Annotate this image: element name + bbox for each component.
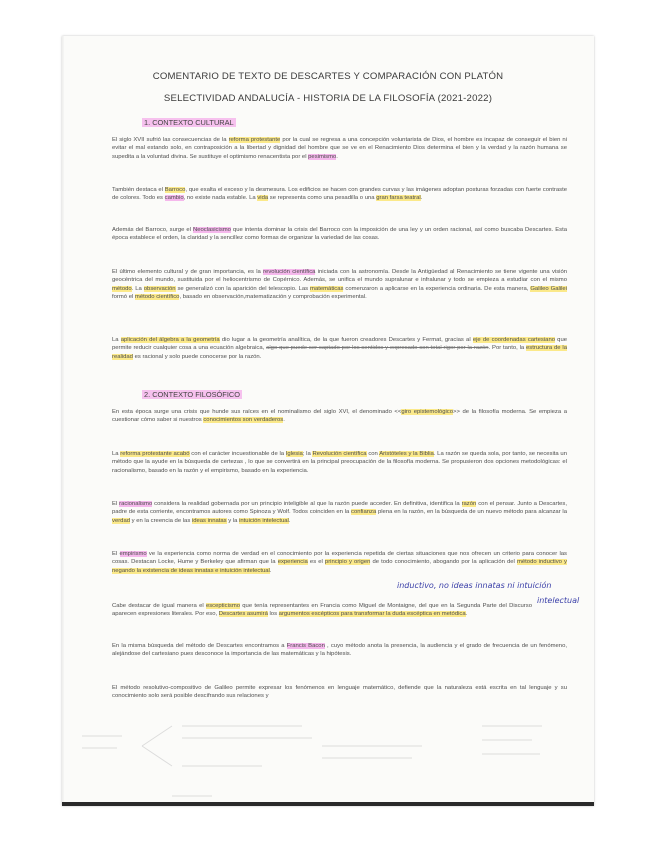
paragraph-geometria-analitica: La aplicación del álgebra a la geometría dio lugar a la geometría analítica, de la que fueron creadores Descartes y Fermat, gracias al eje de coordenadas cartesiano que permite reducir cualquier cosa a una ecuación algebraica, algo que puede ser captado por los sentidos y expresado con total rigor por la razón. Por tanto, la estructura de la realidad es racional y solo puede conocerse por la razón. [112,337,568,360]
section-heading-cultural: 1. CONTEXTO CULTURAL [144,118,234,127]
bleed-through-margin [66,506,102,656]
paragraph-empirismo: El empirismo ve la experiencia como norma de verdad en el conocimiento por la experiencia repetida de ciertas situaciones que nos ofrecen un criterio para conocer las cosas. Destacan Locke, Hume y Berkeley que afirman que la experiencia es el principio y origen de todo conocimiento, abogando por la aplicación del método inductivo y negando la existencia de ideas innatas e intuición intelectual. [112,551,568,574]
bleed-through-sketch [62,706,594,806]
paragraph-francis-bacon: En la misma búsqueda del método de Descartes encontramos a Francis Bacon , cuyo método anota la presencia, la audiencia y el grado de frecuencia de un fenómeno, alejándose del cartesiano pues desconoce la importancia de las matemáticas y la hipótesis. [112,643,567,658]
paragraph-revolucion-cientifica: El último elemento cultural y de gran importancia, es la revolución científica iniciada con la astronomía. Desde la Antigüedad al Renacimiento se tiene vigente una visión geocéntrica del mundo, sustituida por el heliocentrismo de Copérnico. Además, se unifica el mundo supralunar e infralunar y todo se empieza a estudiar con el mismo método. La observación se generalizó con la aparición del telescopio. Las matemáticas comenzaron a aplicarse en la experiencia ordinaria. De esta manera, Galileo Galilei formó el método científico, basado en observación,matematización y comprobación experimental. [112,269,568,301]
document-page [62,36,594,806]
handwritten-note-empirismo: inductivo, no ideas innatas ni intuición [397,581,552,590]
paragraph-reforma: El siglo XVII sufrió las consecuencias de la reforma protestante por la cual se regresa a una concepción voluntarista de Dios, el hombre es incapaz de conseguir el bien ni evitar el mal estando solo, en contraposición a la libertad y dignidad del hombre que se ve en el Renacimiento Dios determina el bien y la verdad y la razón humana se supedita a la voluntad divina. Se sustituye el optimismo renacentista por el pesimismo. [112,137,567,160]
section-heading-filosofico: 2. CONTEXTO FILOSÓFICO [144,390,240,399]
paragraph-crisis-metodo: La reforma protestante acabó con el carácter incuestionable de la Iglesia; la Revolución científica con Aristóteles y la Biblia. La razón se queda sola, por tanto, se necesita un método que la ayude en la búsqueda de certezas , lo que se convertirá en la principal preocupación de la filosofía moderna. Se propusieron dos opciones metodológicas: el racionalismo, basado en la razón y el empirismo, basado en la experiencia. [112,451,567,474]
document-title-line1: COMENTARIO DE TEXTO DE DESCARTES Y COMPARACIÓN CON PLATÓN [152,71,504,82]
paragraph-barroco: También destaca el Barroco, que exalta el exceso y la desmesura. Los edificios se hacen con grandes curvas y las imágenes adoptan posturas forzadas con fuerte contraste de colores. Todo es cambio, no existe nada estable. La vida se representa como una pesadilla o una gran farsa teatral. [112,187,567,202]
paragraph-galileo: El método resolutivo-compositivo de Galileo permite expresar los fenómenos en lenguaje matemático, defiende que la naturaleza está escrita en tal lenguaje y su conocimiento solo será posible descifrando sus relaciones y [112,685,567,700]
paragraph-racionalismo: El racionalismo considera la realidad gobernada por un principio inteligible al que la razón puede acceder. En definitiva, identifica la razón con el pensar. Junto a Descartes, padre de esta corriente, encontramos autores como Spinoza y Wolf. Todos coinciden en la confianza plena en la razón, en la búsqueda de un nuevo método para alcanzar la verdad y en la creencia de las ideas innatas y la intuición intelectual. [112,501,567,524]
paragraph-neoclasicismo: Además del Barroco, surge el Neoclasicismo que intenta dominar la crisis del Barroco con la imposición de una ley y un orden racional, así como buscaba Descartes. Esta época establece el orden, la claridad y la sencillez como formas de organizar la variedad de las cosas. [112,227,567,242]
paragraph-giro-epistemologico: En esta época surge una crisis que hunde sus raíces en el nominalismo del siglo XVI, el denominado <<giro epistemológico>> de la filosofía moderna. Se empieza a cuestionar cómo saber si nuestros conocimientos son verdaderos. [112,409,567,424]
handwritten-note-intelectual: intelectual [537,596,580,605]
document-title-line2: SELECTIVIDAD ANDALUCÍA - HISTORIA DE LA FILOSOFÍA (2021-2022) [163,93,493,104]
paragraph-escepticismo: Cabe destacar de igual manera el escepticismo que tenía representantes en Francia como Miguel de Montaigne, del que en la Segunda Parte del Discurso aparecen expresiones literales. Por eso, Descartes asumirá los argumentos escépticos para transformar la duda escéptica en metódica. [112,603,532,618]
